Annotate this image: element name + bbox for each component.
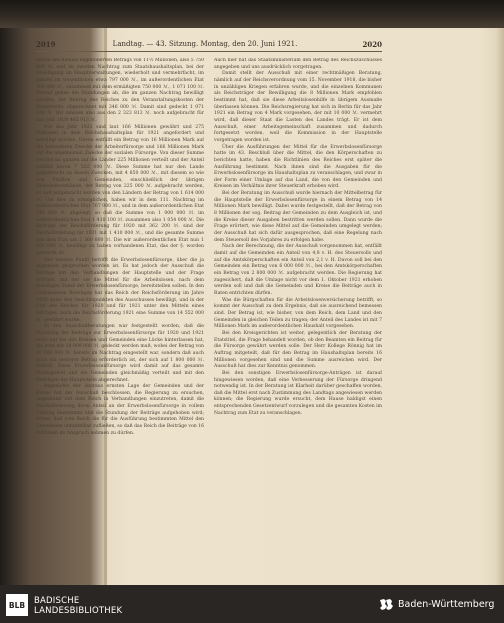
text-column-right: [214, 58, 382, 538]
paragraph: Über die Ausführungen der Mittel für die Erwerbslosenfürsorge hatte im 43. Beschluß über die Mittel, die den Körperschaften zu berichten hatte, haben die Richtlinien des Reiches erst später die Ausführung bestimmt. Nach ihnen sind die Ausgaben für die Erwerbslosenfürsorge im Haushaltsplan zu veranschlagen, und zwar in der Form einer Umlage auf das Land, die von den Gemeinden und Kreisen im Verhältnis ihrer Steuerkraft erhoben wird.: [214, 144, 382, 190]
library-name-line1: BADISCHE: [34, 596, 80, 606]
blb-logo[interactable]: BLB: [6, 594, 28, 616]
paragraph: In den Ausschußberatungen war festgestellt worden, daß die Stundung der Beiträge zur Erwerbslosenfürsorge für 1920 und 1921 nicht nur bei den Kreisen und Gemeinden eine Lücke hinterlassen hat, die jetzt mit 18 000 000 ℳ. gedeckt werden muß, wobei der Betrag von 10 000 000 ℳ. bereits im Nachtrag eingestellt war, sondern daß auch noch ein weiterer Betrag erforderlich ist, der sich auf 1 800 000 ℳ. beläuft. Diese Erwerbslosenfürsorge wird damit auf das gesamte Staatsgebiet und die Gemeinden gleichmäßig verteilt und mit den Beiträgen der Hauptstelle abgerechnet.: [36, 324, 204, 383]
running-header-title: Landtag. — 43. Sitzung. Montag, den 20. Juni 1921.: [112, 40, 298, 48]
baden-wuerttemberg-lions-icon: [378, 597, 394, 613]
scan-top-shadow: [0, 0, 504, 28]
text-column-left: [36, 58, 204, 538]
paragraph: Nach der Berechnung, die der Ausschuß vorgenommen hat, entfällt damit auf die Gemeinden ein Anteil von 4,8 v. H. des Steuersolls und auf die Amtskörperschaften ein Anteil von 2,1 v. H. Davon soll bei den Gemeinden ein Betrag von 6 000 000 ℳ., bei den Amtskörperschaften ein Betrag von 2 800 000 ℳ. aufgebracht werden. Die Regierung hat zugesichert, daß die Umlage nicht vor dem 1. Oktober 1921 erhoben werden soll und daß die Gemeinden und Kreise die Beiträge auch in Raten entrichten dürfen.: [214, 244, 382, 296]
library-name[interactable]: [34, 596, 122, 616]
paragraph: Der weitere Punkt betrifft die Erwerbslosenfürsorge, über die ja allgemein gesprochen worden ist. Es hat jedoch der Ausschuß die Beträge mit den Verhandlungen der Hauptstelle und der Frage erörtert, mit der sie die Mittel für die Arbeitslosen, nach dem jeweiligen Stand der Erwerbslosenfürsorge, bereitstellen sollen. In den vorhandenen Beiträgen hat das Reich der Reichsförderung im Jahre 1920 unter den Gesichtspunkten des Ausschusses bewilligt, und in der Etat des Reiches für 1920 und für 1921 unter den Mitteln eines Betrages, auch die Reichsförderung 1921 eine Summe von 14 552 000 ℳ. gewährt wurde.: [36, 257, 204, 323]
paragraph: Bei den Kreisgerichten ist weiter, gelegentlich der Beratung der Etatstitel, die Frage behandelt worden, ob den Beamten ein Beitrag für die Fürsorge gewährt werden solle. Der Herr Kollege Rönnig hat im Auftrag mitgeteilt, daß für den Betrag im Haushaltsplan bereits 16 Millionen vorgesehen sind und die Summe ausreichen wird. Der Ausschuß hat dies zur Kenntnis genommen.: [214, 330, 382, 370]
paragraph: Was die Bürgschaften für die Arbeitslosenversicherung betrifft, so kommt der Ausschuß zu dem Ergebnis, daß sie ausreichend bemessen sind. Der Betrag ist, wie bisher, von dem Reich, dem Land und den Gemeinden in gleichen Teilen zu tragen; der Anteil des Landes ist mit 7 Millionen Mark im außerordentlichen Haushalt vorgesehen.: [214, 297, 382, 330]
header-rule: [36, 51, 382, 52]
page-number-right: 2020: [362, 40, 382, 49]
paragraph: Bei den sonstigen Erwerbslosenfürsorge-Anträgen ist darauf hingewiesen worden, daß eine Verbesserung der Fürsorge dringend notwendig ist. In der Beratung ist Klarheit darüber geschaffen worden, daß die Mittel erst nach Zustimmung des Landtags angewiesen werden können; die Regierung wurde ersucht, dem Hause baldigst einen entsprechenden Gesetzentwurf vorzulegen und die gesamten Kosten im Nachtrag zum Etat zu veranschlagen.: [214, 370, 382, 416]
baden-wuerttemberg-label[interactable]: Baden-Württemberg: [398, 599, 495, 610]
paragraph: Auch hier hat das Staatsministerium den Betrag des Reichszuschusses angegeben und uns ausdrücklich vorgetragen.: [214, 58, 382, 70]
paragraph: Angesichts der überaus ernsten Lage der Gemeinden und der Kreise hat der Ausschuß beschlossen, die Regierung zu ersuchen, ungesäumt mit dem Reich in Verhandlungen einzutreten, damit die Reichsförderung ihren Anteil an der Erwerbslosenfürsorge in vollem Umfang übernimmt und die Stundung der Beiträge aufgehoben wird; ferner, daß vom Reich die für die Ausführung bestimmten Mittel den Gemeinden unmittelbar zufließen, so daß das Reich die Beiträge von 16 Millionen im Anspruch nehmen zu dürfen.: [36, 384, 204, 436]
library-name-line2: LANDESBIBLIOTHEK: [34, 606, 123, 616]
paragraph: Damit stellt der Ausschuß mit einer rechtmäßigen Beratung, nämlich auf der Reichsverordnung vom 15. November 1918, die bisher in unzähligen Kriegen erfahren wurde, und die einzelnen Kommunen als Reichsträger der Bewilligung die 8 Millionen Mark empfohlen bestimmt hat, daß sie diese Arbeitslosenhilfe in übrigem Ausmaße überlassen können. Die Reichsregierung hat sich in Berlin für das Jahr 1921 ein Betrag von 4 Mark vorgesehen, der mit 10 000 ℳ. vermehrt wird, daß dieser Staat die Lasten des Landes trägt. Er ist dem Ausschuß, einer Arbeitsgemeinschaft zusammen und dadurch fortgesetzt worden, weil die Kommission in der Hauptstelle vorgetragen worden ist.: [214, 71, 382, 143]
paragraph: Bei der Beratung im Ausschuß wurde hiernach der Mittelbetrag für die Hauptstelle der Erwerbslosenfürsorge in einem Betrag von 14 Millionen Mark bewilligt. Dabei wurde festgestellt, daß der Betrag von 8 Millionen der sog. Beitrag der Gemeinden zu dem Ausgleich ist, und die Kreise dieser Ausgaben bestritten werden sollen. Dann wurde die Frage erörtert, wie diese Mittel auf die Gemeinden umgelegt werden; der Ausschuß hat sich dafür ausgesprochen, daß eine Regelung nach dem Steuersoll des Vorjahres zu erfolgen habe.: [214, 191, 382, 243]
paragraph: Für das Jahr 1921 sind laut 166 Millionen gewährt und 275 Millionen in dem Reichshaushaltsplan für 1921 angefordert und bewilligt worden. Davon entfällt ein Betrag von 16 Millionen Mark auf die besonderen Zwecke der Arbeiterfürsorge und 166 Millionen Mark auf die allgemeinen Zwecke der sozialen Fürsorge. Von dieser Summe werden im ganzen auf die Länder 225 Millionen verteilt und der Anteil entfällt davon 7 502 000 ℳ. Diese Summe hat nur den Lande aufgebracht an diesen Zwecken, mit 4 850 000 ℳ., mit diesem so wie den Städten und Gemeinden, einschließlich der übrigen Gemeindeverbände, der Betrag von 225 000 ℳ. aufgebracht werden, so daß aufgebracht werden von den Ländern der Betrag von 1 614 000 ℳ. Um dies zu ermöglichen, haben wir in dem 111. Nachtrag im außerordentlichen Etat 767 000 ℳ., und in dem außerordentlichen Etat 346 000 ℳ. abgelegt, so daß die Summe von 1 000 000 ℳ. im außerordentlichen Etat 1 410 100 ℳ. zusammen also 1 054 000 ℳ. Die Beiträge der Reichsförderung für 1920 mit 362 200 ℳ. sind der Reichsförderung für 1921 mit 1 410 000 ℳ., und die gesamte Summe aus dem Etat um 2 360 800 ℳ. Die wir außerordentlichen Etat nun 1 000 000 ℳ. bewilligt zu haben vorhandenen Etat, das der §. worden gebracht ist.: [36, 124, 204, 257]
page-number-left: 2019: [36, 40, 56, 49]
paragraph: Hälfte des damals angehoberten Betrags von 11½ Millionen, also 5 750 000 ℳ. und im zweiten Nachtrag zum Staatshaushaltsplan, bei der Bewilligung im Hauptverwaltungen, wiederholt und vermehrfacht, im ganzen im wesentlichen etwa 797 000 ℳ., im außerordentlichen Etat 300 000 ℳ., zusammen mit dem ermäßigten 750 000 ℳ., 1 071 100 ℳ. Herauf gehen die Stundungen ab, die im ganzen Nachtrag bewilligt wurden, der Beitrag des Reiches zu den Veranstaltungskosten der Hauptstelle, abgerechnet mit 346 000 ℳ. Damit sind gedeckt 1 071 100 ℳ. Wir müssen also aus den 2 323 813 ℳ. noch aufgebracht für das Jahr 1920 465 913 ℳ.: [36, 58, 204, 123]
